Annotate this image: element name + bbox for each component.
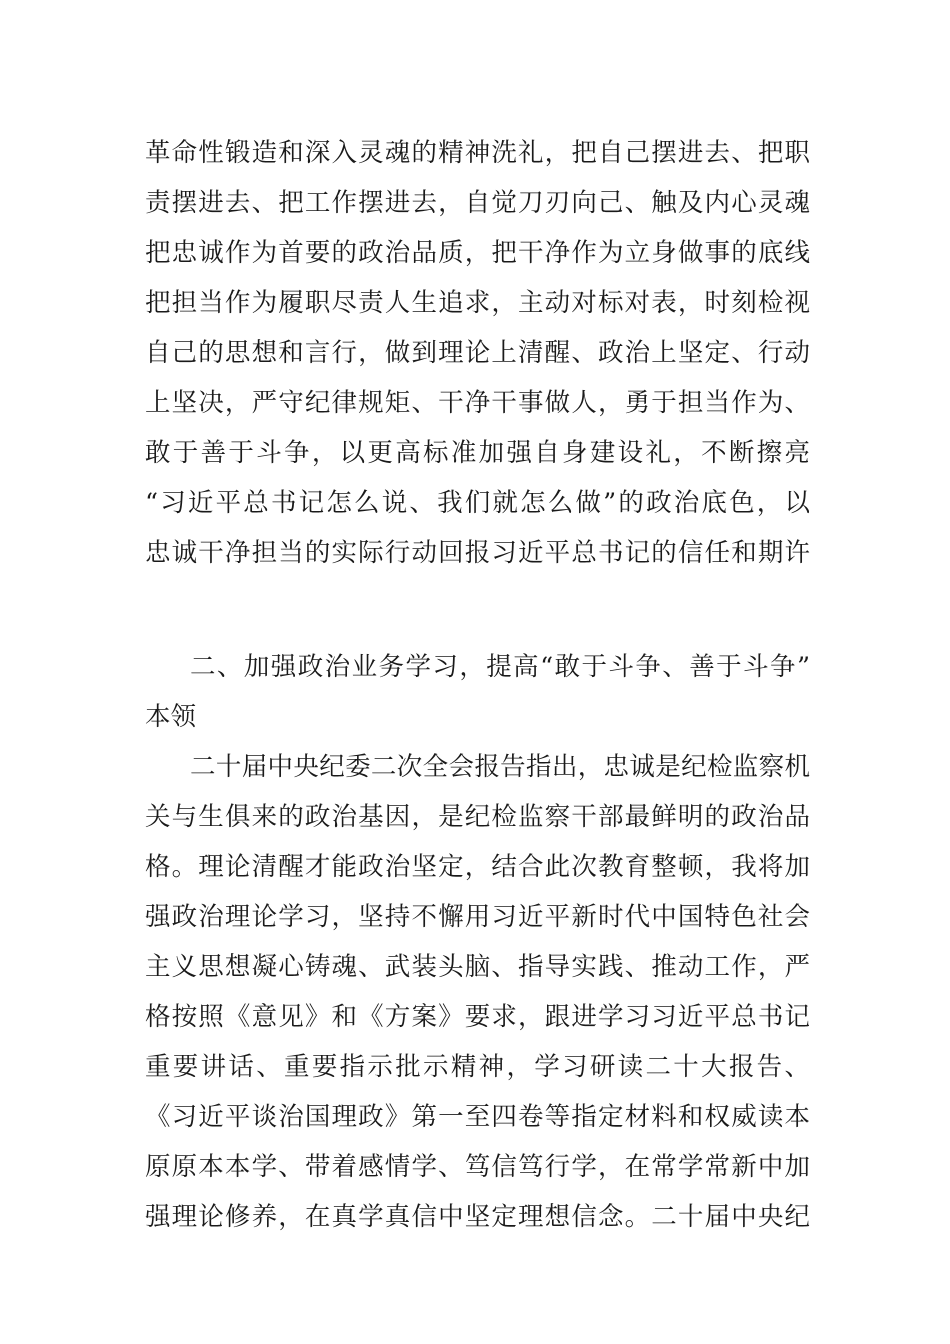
document-page <box>145 128 810 1242</box>
text-line: 原原本本学、带着感情学、笃信笃行学，在常学常新中加 <box>145 1152 810 1182</box>
text-line: 革命性锻造和深入灵魂的精神洗礼，把自己摆进去、把职 <box>145 138 810 168</box>
text-line: 强政治理论学习，坚持不懈用习近平新时代中国特色社会 <box>145 902 810 932</box>
text-line: 责摆进去、把工作摆进去，自觉刀刃向己、触及内心灵魂 <box>145 188 810 218</box>
text-line: 重要讲话、重要指示批示精神，学习研读二十大报告、 <box>145 1052 810 1082</box>
text-line: 强理论修养，在真学真信中坚定理想信念。二十届中央纪 <box>145 1202 810 1232</box>
text-line: 二十届中央纪委二次全会报告指出，忠诚是纪检监察机 <box>190 752 810 782</box>
text-line: “习近平总书记怎么说、我们就怎么做”的政治底色，以 <box>145 488 810 518</box>
text-line: 忠诚干净担当的实际行动回报习近平总书记的信任和期许 <box>145 538 810 568</box>
heading-line: 二、加强政治业务学习，提高“敢于斗争、善于斗争” <box>190 652 810 682</box>
text-line: 把忠诚作为首要的政治品质，把干净作为立身做事的底线 <box>145 238 810 268</box>
paragraph-2 <box>145 742 810 1242</box>
text-line: 格。理论清醒才能政治坚定，结合此次教育整顿，我将加 <box>145 852 810 882</box>
text-line: 把担当作为履职尽责人生追求，主动对标对表，时刻检视 <box>145 288 810 318</box>
text-line: 《习近平谈治国理政》第一至四卷等指定材料和权威读本 <box>145 1102 810 1132</box>
text-line: 上坚决，严守纪律规矩、干净干事做人，勇于担当作为、 <box>145 388 810 418</box>
text-line: 格按照《意见》和《方案》要求，跟进学习习近平总书记 <box>145 1002 810 1032</box>
text-line: 关与生俱来的政治基因，是纪检监察干部最鲜明的政治品 <box>145 802 810 832</box>
paragraph-gap <box>145 578 810 642</box>
text-line: 自己的思想和言行，做到理论上清醒、政治上坚定、行动 <box>145 338 810 368</box>
heading-line: 本领 <box>145 702 197 732</box>
section-heading-2 <box>145 642 810 742</box>
text-line: 主义思想凝心铸魂、武装头脑、指导实践、推动工作，严 <box>145 952 810 982</box>
text-line: 敢于善于斗争，以更高标准加强自身建设礼，不断擦亮 <box>145 438 810 468</box>
paragraph-1 <box>145 128 810 578</box>
